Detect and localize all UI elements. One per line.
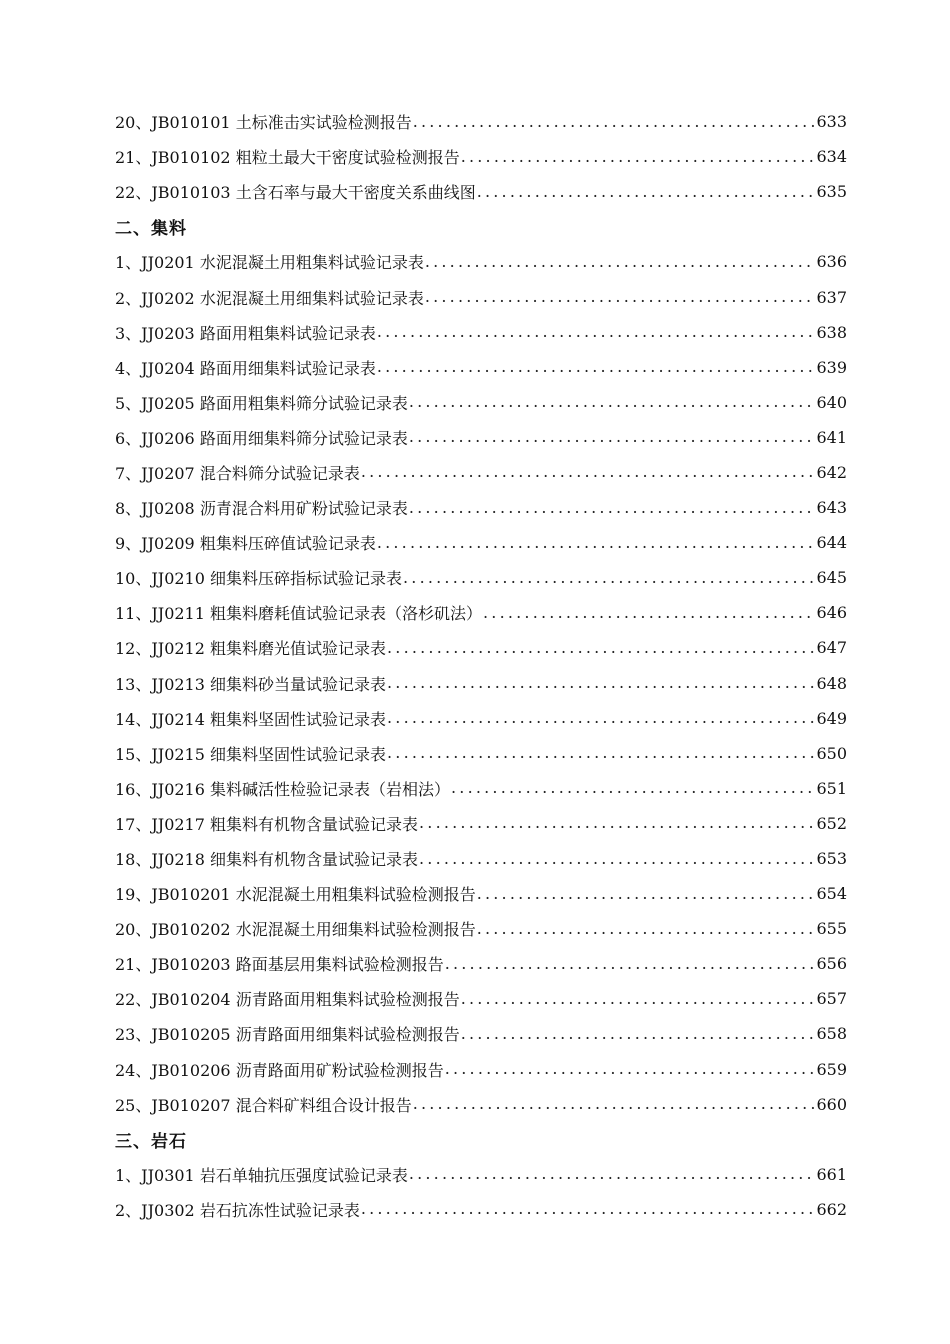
toc-entry[interactable] [115, 560, 847, 595]
toc-entry[interactable] [115, 911, 847, 946]
toc-entry-title: 10、JJ0210 细集料压碎指标试验记录表 [115, 569, 402, 589]
dot-leader [419, 849, 814, 869]
toc-entry[interactable] [115, 1087, 847, 1122]
dot-leader [413, 1094, 815, 1114]
toc-page-number: 656 [816, 954, 847, 974]
toc-entry[interactable] [115, 1016, 847, 1051]
dot-leader [451, 778, 814, 798]
toc-page-number: 655 [816, 919, 847, 939]
toc-entry-title: 8、JJ0208 沥青混合料用矿粉试验记录表 [115, 499, 408, 519]
dot-leader [387, 708, 814, 728]
toc-page-number: 643 [816, 498, 847, 518]
toc-page-number: 654 [816, 884, 847, 904]
toc-entry-title: 2、JJ0202 水泥混凝土用细集料试验记录表 [115, 288, 424, 308]
dot-leader [445, 954, 815, 974]
toc-entry[interactable] [115, 806, 847, 841]
toc-entry-title: 21、JB010102 粗粒土最大干密度试验检测报告 [115, 148, 460, 168]
toc-page-number: 636 [816, 252, 847, 272]
dot-leader [477, 919, 815, 939]
toc-page-number: 646 [816, 603, 847, 623]
dot-leader [477, 884, 815, 904]
toc-section-heading: 三、岩石 [115, 1131, 187, 1152]
dot-leader [445, 1059, 815, 1079]
toc-entry[interactable] [115, 1192, 847, 1227]
dot-leader [409, 392, 815, 412]
toc-entry[interactable] [115, 279, 847, 314]
toc-entry-title: 17、JJ0217 粗集料有机物含量试验记录表 [115, 814, 418, 834]
toc-entry[interactable] [115, 350, 847, 385]
toc-page-number: 651 [816, 778, 847, 798]
toc-entry-title: 14、JJ0214 粗集料坚固性试验记录表 [115, 709, 386, 729]
dot-leader [387, 638, 814, 658]
toc-page-number: 660 [816, 1094, 847, 1114]
toc-entry-title: 16、JJ0216 集料碱活性检验记录表（岩相法） [115, 779, 450, 799]
dot-leader [413, 112, 815, 132]
toc-page-number: 634 [816, 147, 847, 167]
toc-entry-title: 11、JJ0211 粗集料磨耗值试验记录表（洛杉矶法） [115, 604, 482, 624]
toc-entry-title: 2、JJ0302 岩石抗冻性试验记录表 [115, 1200, 360, 1220]
toc-page-number: 650 [816, 743, 847, 763]
table-of-contents [115, 104, 847, 1227]
toc-page-number: 635 [816, 182, 847, 202]
toc-entry[interactable] [115, 736, 847, 771]
dot-leader [377, 357, 815, 377]
dot-leader [425, 287, 815, 307]
toc-entry[interactable] [115, 385, 847, 420]
toc-page-number: 653 [816, 849, 847, 869]
toc-entry-title: 23、JB010205 沥青路面用细集料试验检测报告 [115, 1025, 460, 1045]
toc-page-number: 662 [816, 1199, 847, 1219]
dot-leader [361, 462, 815, 482]
toc-page-number: 645 [816, 568, 847, 588]
toc-entry-title: 1、JJ0201 水泥混凝土用粗集料试验记录表 [115, 253, 424, 273]
toc-page-number: 637 [816, 287, 847, 307]
toc-entry-title: 24、JB010206 沥青路面用矿粉试验检测报告 [115, 1060, 444, 1080]
dot-leader [419, 813, 814, 833]
toc-page-number: 642 [816, 462, 847, 482]
toc-entry-title: 20、JB010202 水泥混凝土用细集料试验检测报告 [115, 920, 476, 940]
toc-entry-title: 4、JJ0204 路面用细集料试验记录表 [115, 358, 376, 378]
toc-page-number: 644 [816, 533, 847, 553]
toc-page-number: 641 [816, 427, 847, 447]
toc-entry[interactable] [115, 490, 847, 525]
toc-entry-title: 9、JJ0209 粗集料压碎值试验记录表 [115, 534, 376, 554]
toc-entry-title: 22、JB010204 沥青路面用粗集料试验检测报告 [115, 990, 460, 1010]
toc-entry[interactable] [115, 876, 847, 911]
toc-entry[interactable] [115, 420, 847, 455]
dot-leader [483, 603, 814, 623]
toc-page-number: 649 [816, 708, 847, 728]
toc-page-number: 659 [816, 1059, 847, 1079]
toc-entry-title: 3、JJ0203 路面用粗集料试验记录表 [115, 323, 376, 343]
toc-entry-title: 20、JB010101 土标准击实试验检测报告 [115, 113, 412, 133]
dot-leader [361, 1199, 815, 1219]
dot-leader [377, 533, 815, 553]
toc-entry-title: 13、JJ0213 细集料砂当量试验记录表 [115, 674, 386, 694]
toc-page-number: 640 [816, 392, 847, 412]
toc-entry[interactable] [115, 841, 847, 876]
toc-entry[interactable] [115, 139, 847, 174]
toc-entry-title: 5、JJ0205 路面用粗集料筛分试验记录表 [115, 393, 408, 413]
toc-page-number: 647 [816, 638, 847, 658]
dot-leader [425, 252, 815, 272]
dot-leader [409, 498, 815, 518]
toc-page-number: 661 [816, 1164, 847, 1184]
toc-entry-title: 7、JJ0207 混合料筛分试验记录表 [115, 463, 360, 483]
toc-entry-title: 6、JJ0206 路面用细集料筛分试验记录表 [115, 428, 408, 448]
toc-entry[interactable] [115, 701, 847, 736]
dot-leader [377, 322, 815, 342]
toc-entry[interactable] [115, 174, 847, 209]
toc-entry[interactable] [115, 315, 847, 350]
dot-leader [409, 427, 815, 447]
toc-page-number: 652 [816, 813, 847, 833]
dot-leader [403, 568, 814, 588]
toc-entry-title: 12、JJ0212 粗集料磨光值试验记录表 [115, 639, 386, 659]
toc-entry[interactable] [115, 1052, 847, 1087]
dot-leader [477, 182, 815, 202]
toc-entry[interactable] [115, 630, 847, 665]
toc-entry[interactable] [115, 1157, 847, 1192]
toc-page-number: 633 [816, 112, 847, 132]
dot-leader [461, 989, 815, 1009]
toc-entry[interactable] [115, 595, 847, 630]
toc-page-number: 639 [816, 357, 847, 377]
toc-entry-title: 19、JB010201 水泥混凝土用粗集料试验检测报告 [115, 885, 476, 905]
toc-entry-title: 25、JB010207 混合料矿料组合设计报告 [115, 1095, 412, 1115]
dot-leader [387, 743, 814, 763]
toc-entry[interactable] [115, 981, 847, 1016]
dot-leader [461, 147, 815, 167]
toc-page-number: 638 [816, 322, 847, 342]
toc-page-number: 658 [816, 1024, 847, 1044]
toc-entry[interactable] [115, 666, 847, 701]
toc-entry-title: 1、JJ0301 岩石单轴抗压强度试验记录表 [115, 1165, 408, 1185]
toc-entry-title: 15、JJ0215 细集料坚固性试验记录表 [115, 744, 386, 764]
toc-page-number: 648 [816, 673, 847, 693]
toc-entry[interactable] [115, 525, 847, 560]
toc-entry[interactable] [115, 455, 847, 490]
toc-page-number: 657 [816, 989, 847, 1009]
toc-entry-title: 22、JB010103 土含石率与最大干密度关系曲线图 [115, 183, 476, 203]
toc-entry-title: 18、JJ0218 细集料有机物含量试验记录表 [115, 850, 418, 870]
toc-entry-title: 21、JB010203 路面基层用集料试验检测报告 [115, 955, 444, 975]
dot-leader [461, 1024, 815, 1044]
toc-entry[interactable] [115, 104, 847, 139]
dot-leader [387, 673, 814, 693]
toc-entry[interactable] [115, 946, 847, 981]
toc-entry[interactable] [115, 771, 847, 806]
dot-leader [409, 1164, 815, 1184]
toc-section-heading: 二、集料 [115, 219, 187, 240]
toc-entry[interactable] [115, 244, 847, 279]
